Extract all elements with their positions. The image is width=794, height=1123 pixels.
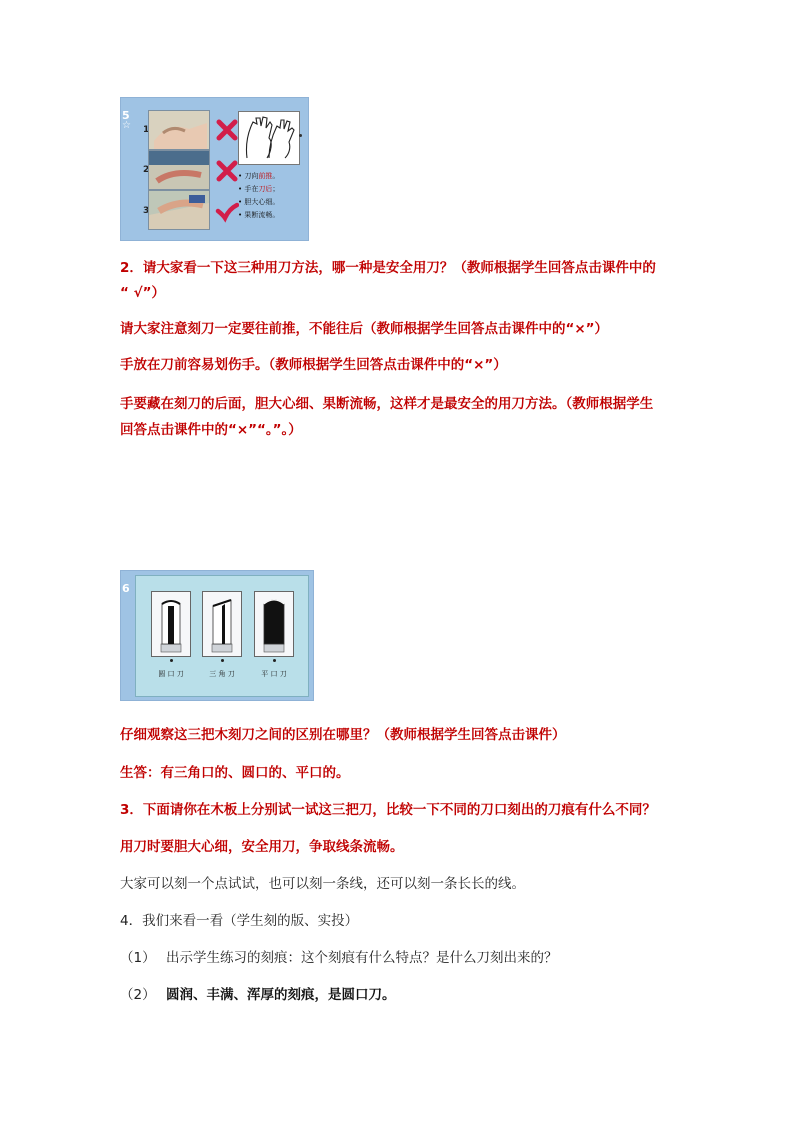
bullet-dot (273, 659, 276, 662)
question-2-line-1: 2．请大家看一下这三种用刀方法，哪一种是安全用刀？（教师根据学生回答点击课件中的 (120, 260, 656, 276)
student-answer-paragraph: 生答：有三角口的、圆口的、平口的。 (120, 765, 350, 781)
list-item-number: （2） (120, 987, 156, 1003)
bullet-dot (221, 659, 224, 662)
question-2-line-2: “ √”） (120, 285, 165, 301)
rule-item: • 刀向前推。 (238, 172, 280, 180)
slide-5-thumbnail (120, 97, 309, 241)
knife-rules-list (238, 170, 300, 222)
hand-front-paragraph: 手放在刀前容易划伤手。（教师根据学生回答点击课件中的“×”） (120, 357, 507, 373)
flat-knife-card (254, 591, 294, 657)
knife-panel (135, 575, 309, 697)
push-forward-paragraph: 请大家注意刻刀一定要往前推，不能往后（教师根据学生回答点击课件中的“×”） (120, 321, 609, 337)
careful-paragraph: 用刀时要胆大心细，安全用刀，争取线条流畅。 (120, 839, 404, 855)
rule-item: • 手在刀后； (238, 185, 280, 193)
slide-number: 6 (122, 582, 130, 595)
list-item-number: （1） (120, 950, 156, 966)
slide-6-thumbnail (120, 570, 314, 701)
observe-paragraph: 仔细观察这三把木刻刀之间的区别在哪里？（教师根据学生回答点击课件） (120, 727, 566, 743)
row-number-1: 1 (143, 125, 150, 135)
slide-star-icon: ☆ (122, 120, 131, 131)
round-knife-card (151, 591, 191, 657)
triangle-knife-card (202, 591, 242, 657)
list-item-2 (120, 985, 396, 1005)
list-item-text: 出示学生练习的刻痕：这个刻痕有什么特点？是什么刀刻出来的？ (166, 950, 558, 966)
row-number-3: 3 (143, 206, 150, 216)
triangle-knife-label: 三 角 刀 (209, 670, 235, 678)
carving-photo-1 (148, 110, 210, 150)
cross-mark-icon (215, 118, 239, 142)
rule-item: • 胆大心细。 (238, 198, 280, 206)
safe-method-line-2: 回答点击课件中的“×”“。”。） (120, 422, 302, 438)
question-4: 4．我们来看一看（学生刻的版、实投） (120, 913, 359, 929)
row-number-2: 2 (143, 165, 150, 175)
carving-photo-3 (148, 190, 210, 230)
flat-knife-label: 平 口 刀 (261, 670, 287, 678)
list-item-1 (120, 948, 558, 968)
hands-illustration (238, 111, 300, 165)
bullet-dot (299, 134, 302, 137)
bullet-dot (170, 659, 173, 662)
slide-number: 5 (122, 109, 130, 122)
question-3: 3．下面请你在木板上分别试一试这三把刀，比较一下不同的刀口刻出的刀痕有什么不同？ (120, 802, 656, 818)
rule-item: • 果断流畅。 (238, 211, 280, 219)
safe-method-line-1: 手要藏在刻刀的后面，胆大心细、果断流畅，这样才是最安全的用刀方法。（教师根据学生 (120, 396, 654, 412)
carving-photo-2 (148, 150, 210, 190)
cross-mark-icon (215, 159, 239, 183)
try-paragraph: 大家可以刻一个点试试，也可以刻一条线，还可以刻一条长长的线。 (120, 876, 525, 892)
round-knife-label: 圆 口 刀 (158, 670, 184, 678)
list-item-text: 圆润、丰满、浑厚的刻痕，是圆口刀。 (166, 987, 396, 1003)
check-mark-icon (215, 199, 239, 223)
